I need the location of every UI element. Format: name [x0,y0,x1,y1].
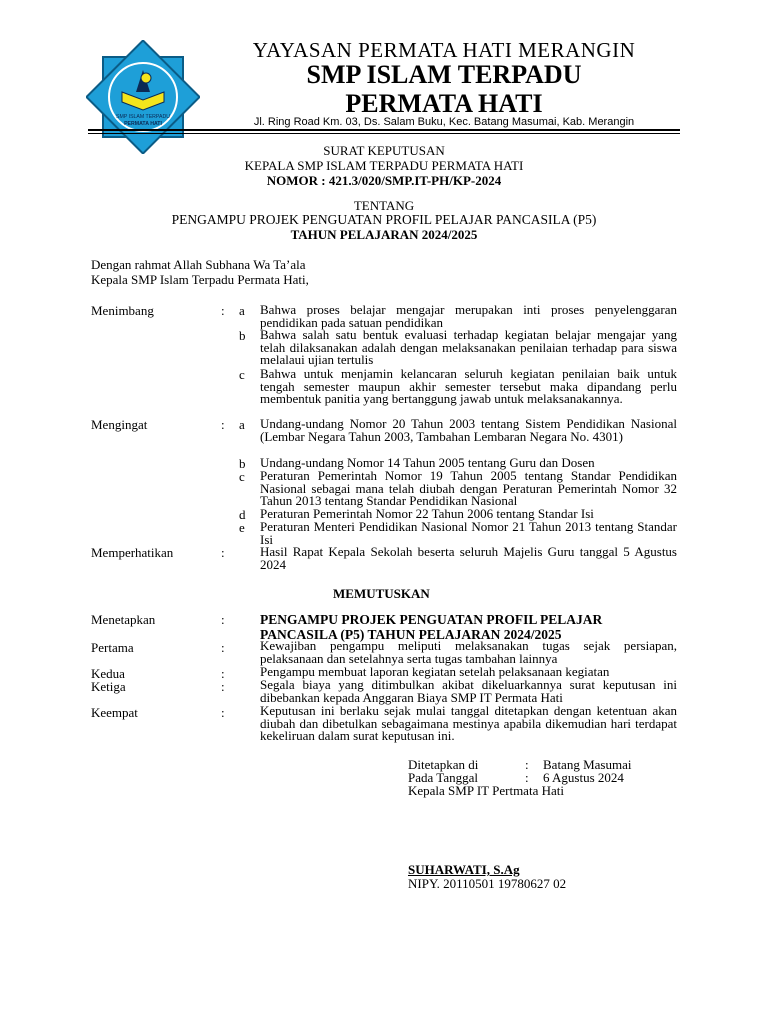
memperhatikan-colon: : [221,545,225,560]
menetapkan-text: PENGAMPU PROJEK PENGUATAN PROFIL PELAJAR PANCASILA (P5) TAHUN PELAJARAN 2024/2025 [260,612,603,642]
mengingat-letter-d: d [239,507,246,522]
mengingat-letter-e: e [239,520,245,535]
decision-label-kedua: Kedua [91,666,125,681]
menimbang-item-a: Bahwa proses belajar mengajar merupakan inti proses penyelenggaran pendidikan pada satuan pendidikan [260,302,677,330]
school-address: Jl. Ring Road Km. 03, Ds. Salam Buku, Kec. Batang Masumai, Kab. Merangin [253,116,635,128]
memperhatikan-text: Hasil Rapat Kepala Sekolah beserta seluruh Majelis Guru tanggal 5 Agustus 2024 [260,544,677,572]
menimbang-label: Menimbang [91,303,154,318]
decision-colon-pertama: : [221,640,225,655]
decision-label-ketiga: Ketiga [91,679,126,694]
header-divider-thick [88,129,680,131]
decision-colon-ketiga: : [221,679,225,694]
decision-text-keempat: Keputusan ini berlaku sejak mulai tanggal ditetapkan dengan ketentuan akan diubah dan dibetulkan sebagaimana mestinya apabila dikemudian hari terdapat kekeliruan dalam surat keputusan ini. [260,703,677,743]
menimbang-letter-b: b [239,328,246,343]
school-name-line1: SMP ISLAM TERPADU [306,60,582,89]
mengingat-label: Mengingat [91,417,148,432]
mengingat-item-e: Peraturan Menteri Pendidikan Nasional Nomor 21 Tahun 2013 tentang Standar Isi [260,519,677,547]
decision-text-ketiga: Segala biaya yang ditimbulkan akibat dikeluarkannya surat keputusan ini dibebankan kepada Anggaran Biaya SMP IT Permata Hati [260,677,677,705]
issuer: KEPALA SMP ISLAM TERPADU PERMATA HATI [244,158,524,173]
menetapkan-label: Menetapkan [91,612,156,627]
opening-line2: Kepala SMP Islam Terpadu Permata Hati, [91,272,309,287]
signer-name: SUHARWATI, S.Ag [408,862,520,877]
mengingat-letter-b: b [239,456,246,471]
school-name-line2: PERMATA HATI [345,89,543,118]
mengingat-letter-a: a [239,417,245,432]
decision-label-pertama: Pertama [91,640,134,655]
logo-text-top: SMP ISLAM TERPADU [116,114,170,120]
subject-line2: TAHUN PELAJARAN 2024/2025 [290,227,478,242]
menimbang-colon: : [221,303,225,318]
mengingat-colon: : [221,417,225,432]
opening-line1: Dengan rahmat Allah Subhana Wa Ta’ala [91,257,306,272]
date-value: 6 Agustus 2024 [543,770,624,785]
place-value: Batang Masumai [543,757,632,772]
signer-position: Kepala SMP IT Pertmata Hati [408,783,564,798]
place-colon: : [525,757,529,772]
foundation-name: YAYASAN PERMATA HATI MERANGIN [252,38,636,62]
menetapkan-colon: : [221,612,225,627]
logo-text-bottom: PERMATA HATI [124,121,162,127]
mengingat-item-c: Peraturan Pemerintah Nomor 19 Tahun 2005 tentang Standar Pendidikan Nasional sebagai mana telah diubah dengan Peraturan Pemerintah Nomor 32 Tahun 2013 tentang Standar Pendidikan Nasional [260,468,677,508]
decision-colon-keempat: : [221,705,225,720]
school-logo [86,40,200,154]
memperhatikan-label: Memperhatikan [91,545,174,560]
header-divider-thin [88,133,680,134]
menimbang-item-b: Bahwa salah satu bentuk evaluasi terhadap kegiatan belajar mengajar yang telah dilaksanakan adalah dengan melaksanakan penilaian terhadap para siswa melalaui ujian tertulis [260,327,677,367]
mengingat-item-b: Undang-undang Nomor 14 Tahun 2005 tentang Guru dan Dosen [260,455,595,470]
mengingat-letter-c: c [239,469,245,484]
menimbang-letter-a: a [239,303,245,318]
date-colon: : [525,770,529,785]
signer-nipy: NIPY. 20110501 19780627 02 [408,876,567,891]
mengingat-item-a: Undang-undang Nomor 20 Tahun 2003 tentang Sistem Pendidikan Nasional (Lembar Negara Tahun 2003, Tambahan Lembaran Negara No. 4301) [260,416,677,444]
logo-star-shape [86,40,199,153]
decision-colon-kedua: : [221,666,225,681]
decision-text-pertama: Kewajiban pengampu meliputi melaksanakan tugas sejak persiapan, pelaksanaan dan setelahnya serta tugas tambahan lainnya [260,638,677,666]
menimbang-letter-c: c [239,367,245,382]
school-name [200,60,688,118]
doc-type: SURAT KEPUTUSAN [323,143,445,158]
tentang-label: TENTANG [353,198,415,213]
place-label: Ditetapkan di [408,757,479,772]
decision-text-kedua: Pengampu membuat laporan kegiatan setelah pelaksanaan kegiatan [260,664,610,679]
memutuskan-heading: MEMUTUSKAN [333,586,430,601]
subject-line1: PENGAMPU PROJEK PENGUATAN PROFIL PELAJAR PANCASILA (P5) [171,212,597,227]
decision-label-keempat: Keempat [91,705,138,720]
date-label: Pada Tanggal [408,770,478,785]
mengingat-item-d: Peraturan Pemerintah Nomor 22 Tahun 2006 tentang Standar Isi [260,506,594,521]
menimbang-item-c: Bahwa untuk menjamin kelancaran seluruh kegiatan penilaian baik untuk tengah semester maupun akhir semester tersebut maka dipandang perlu membentuk panitia yang bertanggung jawab untuk melaksanakannya. [260,366,677,406]
doc-number: NOMOR : 421.3/020/SMP.IT-PH/KP-2024 [266,173,502,188]
